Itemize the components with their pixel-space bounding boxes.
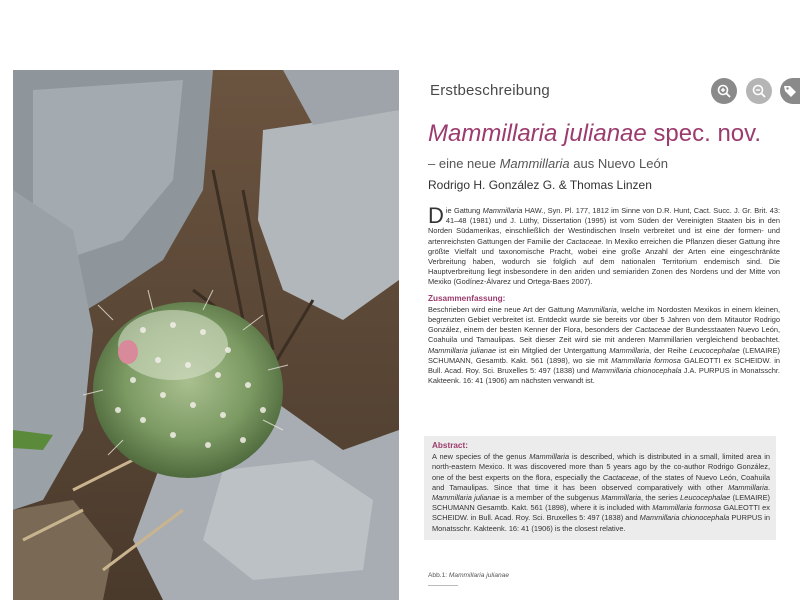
tag-button[interactable] (780, 78, 800, 104)
drop-cap: D (428, 203, 444, 228)
article-title (428, 120, 761, 148)
zoom-in-button[interactable] (711, 78, 737, 104)
tag-icon (782, 83, 798, 99)
article-page (415, 70, 785, 600)
subtitle-suffix: aus Nuevo León (569, 156, 668, 171)
article-subtitle (428, 156, 668, 171)
summary-heading: Zusammenfassung: (428, 293, 506, 303)
abstract-heading: Abstract: (432, 441, 468, 450)
cactus-photo (13, 70, 399, 600)
article-authors: Rodrigo H. González G. & Thomas Linzen (428, 178, 652, 192)
caption-rule (428, 585, 458, 586)
article-body (428, 203, 781, 386)
section-label: Erstbeschreibung (430, 82, 550, 99)
subtitle-genus: Mammillaria (499, 156, 570, 171)
abstract-paragraph: A new species of the genus Mammillaria is described, which is distributed in a small, limited area in north-eastern Mexico. It was discovered more than 5 years ago by the co-author Rodrigo González, one of the best experts on the flora, especially the Cactaceae, of the states of Nuevo León, Coahuila and Tamaulipas. Since that time it has been observed comparatively with other Mammillaria. Mammillaria julianae is a member of the subgenus Mammillaria, the series Leucocephalae (LEMAIRE) SCHUMANN Gesamtb. Kakt. 561 (1898), where it is included with Mammillaria formosa GALEOTTI ex SCHEIDW. in Bull. Acad. Roy. Sci. Bruxelles 5: 497 (1838) and Mammillaria chionocephala PURPUS in Monatsschr. Kakteenk. 16: 41 (1906) is the closest relative. (432, 452, 771, 533)
title-suffix: spec. nov. (646, 120, 762, 147)
figure-caption: Abb.1: Mammillaria julianae (428, 572, 510, 579)
zoom-out-button[interactable] (746, 78, 772, 104)
abstract-box (424, 436, 776, 540)
summary-paragraph: Beschrieben wird eine neue Art der Gattung Mammillaria, welche im Nordosten Mexikos in einem kleinen, begrenzten Gebiet verbreitet ist. Entdeckt wurde sie bereits vor über 5 Jahren von dem Mitautor Rodrigo González, einem der besten Kenner der Flora, besonders der Cactaceae der Bundesstaaten Nuevo León, Coahuila und Tamaulipas. Seit dieser Zeit wird sie mit anderen Mammillarien vergleichend beobachtet. Mammillaria julianae ist ein Mitglied der Untergattung Mammillaria, der Reihe Leucocephalae (LEMAIRE) SCHUMANN, Gesamtb. Kakt. 561 (1898), wo sie mit Mammillaria formosa GALEOTTI ex SCHEIDW. in Bull. Acad. Roy. Sci. Bruxelles 5: 497 (1838) und Mammillaria chionocephala J.A. PURPUS in Monatsschr. Kakteenk. 16: 41 (1906) am nächsten verwandt ist. (428, 304, 780, 386)
zoom-out-icon (751, 83, 767, 99)
zoom-in-icon (716, 83, 732, 99)
subtitle-prefix: – eine neue (428, 156, 500, 171)
intro-paragraph: Die Gattung Mammillaria HAW., Syn. Pl. 177, 1812 im Sinne von D.R. Hunt, Cact. Succ. J. Gr. Brit. 43: 41–48 (1981) und J. Lüthy, Dissertation (1995) ist vom Süden der Vereinigten Staaten bis in den Norden Südamerikas, einschließlich der Westindischen Inseln verbreitet und ist eine der formen- und artenreichsten Gattungen der Familie der Cactaceae. In Mexiko erreichen die Pflanzen dieser Gattung ihre größte Vielfalt und taxonomische Pracht, wobei eine große Anzahl der Arten eine eingeschränkte Verbreitung haben, wodurch sie folglich auf dem nationalen Territorium endemisch sind. Die Hauptverbreitung liegt insbesondere in den ariden und semiariden Zonen des Nordens und der Mitte von Mexiko (Godínez-Álvarez und Ortega-Baes 2007). (428, 203, 781, 287)
title-species: Mammillaria julianae (428, 120, 647, 147)
